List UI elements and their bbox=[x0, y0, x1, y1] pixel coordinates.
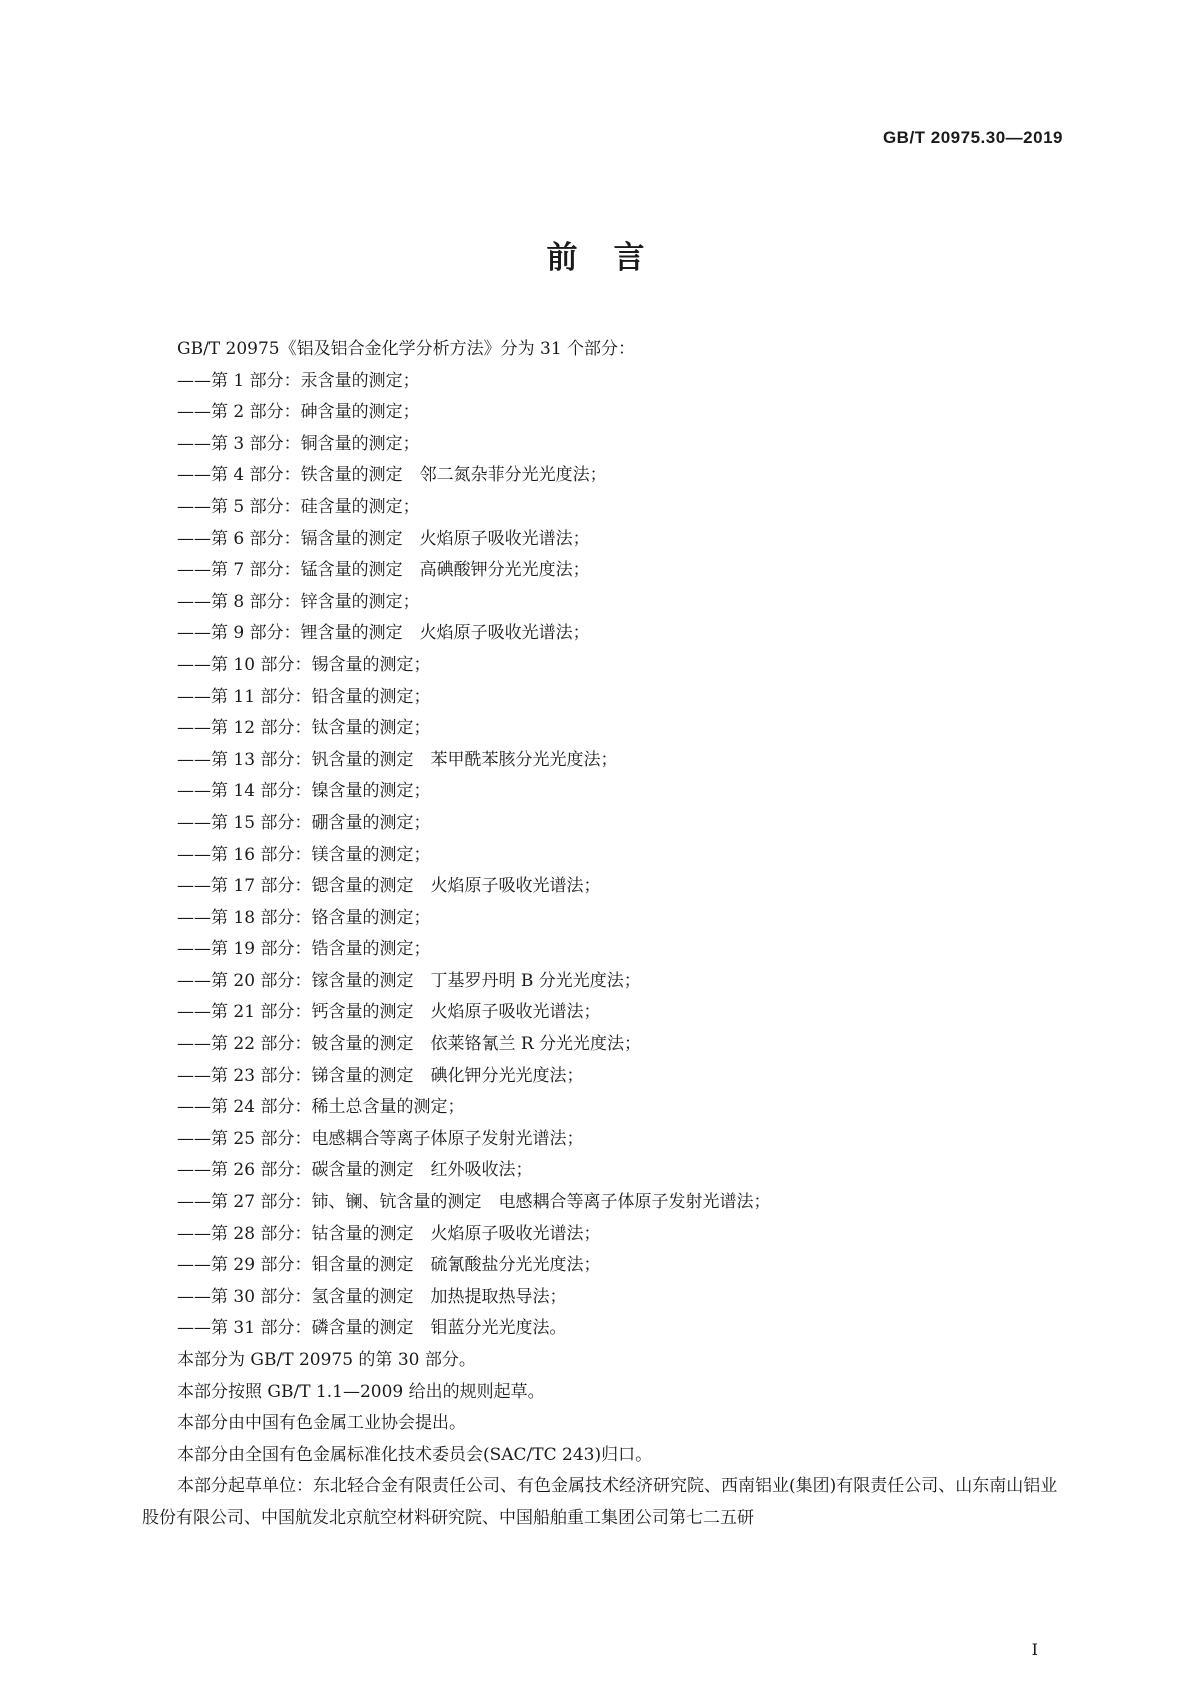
part-list-item: ——第 2 部分：砷含量的测定； bbox=[177, 402, 420, 423]
part-list-item: ——第 19 部分：锆含量的测定； bbox=[177, 939, 431, 960]
part-list-item: ——第 14 部分：镍含量的测定； bbox=[177, 781, 431, 802]
part-list-item: ——第 21 部分：钙含量的测定 火焰原子吸收光谱法； bbox=[177, 1002, 601, 1023]
part-list-item: ——第 6 部分：镉含量的测定 火焰原子吸收光谱法； bbox=[177, 528, 590, 549]
part-list-item: ——第 23 部分：锑含量的测定 碘化钾分光光度法； bbox=[177, 1065, 584, 1086]
statement-proposer: 本部分由中国有色金属工业协会提出。 bbox=[177, 1413, 466, 1434]
part-list-item: ——第 1 部分：汞含量的测定； bbox=[177, 370, 420, 391]
foreword-body bbox=[142, 334, 1072, 1535]
statement-committee: 本部分由全国有色金属标准化技术委员会(SAC/TC 243)归口。 bbox=[177, 1444, 653, 1465]
part-list-item: ——第 24 部分：稀土总含量的测定； bbox=[177, 1097, 465, 1118]
part-list-item: ——第 29 部分：钼含量的测定 硫氰酸盐分光光度法； bbox=[177, 1255, 601, 1276]
part-list-item: ——第 4 部分：铁含量的测定 邻二氮杂菲分光光度法； bbox=[177, 465, 607, 486]
part-list-item: ——第 26 部分：碳含量的测定 红外吸收法； bbox=[177, 1160, 533, 1181]
part-list-item: ——第 15 部分：硼含量的测定； bbox=[177, 812, 431, 833]
standard-number: GB/T 20975.30—2019 bbox=[882, 128, 1063, 147]
part-list-item: ——第 27 部分：铈、镧、钪含量的测定 电感耦合等离子体原子发射光谱法； bbox=[177, 1192, 771, 1213]
intro-paragraph: GB/T 20975《铝及铝合金化学分析方法》分为 31 个部分： bbox=[177, 339, 636, 359]
part-list-item: ——第 20 部分：镓含量的测定 丁基罗丹明 B 分光光度法； bbox=[177, 970, 641, 991]
part-list-item: ——第 25 部分：电感耦合等离子体原子发射光谱法； bbox=[177, 1128, 584, 1149]
part-list-item: ——第 12 部分：钛含量的测定； bbox=[177, 718, 431, 739]
parts-list bbox=[142, 366, 1072, 1345]
statement-drafting-units: 本部分起草单位：东北轻合金有限责任公司、有色金属技术经济研究院、西南铝业(集团)有限责任公司、山东南山铝业股份有限公司、中国航发北京航空材料研究院、中国船舶重工集团公司第七二五研 bbox=[142, 1476, 1058, 1528]
part-list-item: ——第 3 部分：铜含量的测定； bbox=[177, 433, 420, 454]
part-list-item: ——第 8 部分：锌含量的测定； bbox=[177, 591, 420, 612]
statement-drafting-rules: 本部分按照 GB/T 1.1—2009 给出的规则起草。 bbox=[177, 1381, 545, 1402]
part-list-item: ——第 18 部分：铬含量的测定； bbox=[177, 907, 431, 928]
part-list-item: ——第 16 部分：镁含量的测定； bbox=[177, 844, 431, 865]
part-list-item: ——第 30 部分：氢含量的测定 加热提取热导法； bbox=[177, 1286, 567, 1307]
part-list-item: ——第 5 部分：硅含量的测定； bbox=[177, 496, 420, 517]
part-list-item: ——第 28 部分：钴含量的测定 火焰原子吸收光谱法； bbox=[177, 1223, 601, 1244]
part-list-item: ——第 10 部分：锡含量的测定； bbox=[177, 654, 431, 675]
page-number: I bbox=[1031, 1640, 1038, 1659]
page-title: 前言 bbox=[546, 240, 681, 276]
part-list-item: ——第 9 部分：锂含量的测定 火焰原子吸收光谱法； bbox=[177, 623, 590, 644]
part-list-item: ——第 13 部分：钒含量的测定 苯甲酰苯胲分光光度法； bbox=[177, 749, 618, 770]
part-list-item: ——第 22 部分：铍含量的测定 依莱铬氰兰 R 分光光度法； bbox=[177, 1034, 642, 1055]
part-list-item: ——第 7 部分：锰含量的测定 高碘酸钾分光光度法； bbox=[177, 560, 590, 581]
part-list-item: ——第 31 部分：磷含量的测定 钼蓝分光光度法。 bbox=[177, 1318, 567, 1339]
part-list-item: ——第 11 部分：铅含量的测定； bbox=[177, 686, 431, 707]
statement-part-number: 本部分为 GB/T 20975 的第 30 部分。 bbox=[177, 1350, 476, 1370]
part-list-item: ——第 17 部分：锶含量的测定 火焰原子吸收光谱法； bbox=[177, 876, 601, 897]
